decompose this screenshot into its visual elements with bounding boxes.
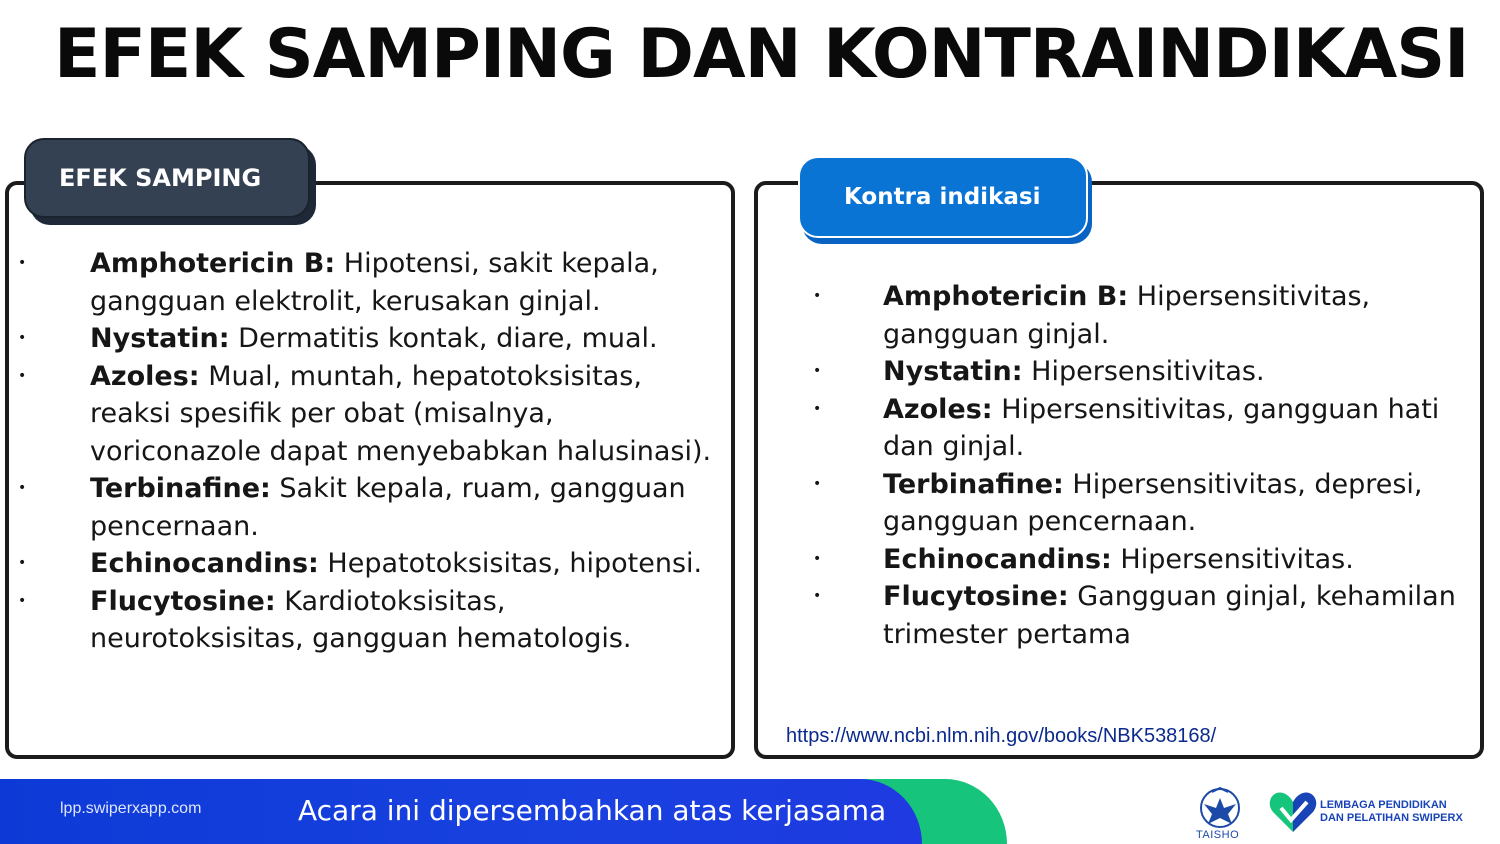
item-text: Hepatotoksisitas, hipotensi.: [318, 548, 703, 579]
list-item: [18, 583, 720, 658]
drug-name: Amphotericin B:: [883, 281, 1129, 312]
contraindications-tag: Kontra indikasi: [798, 156, 1088, 238]
item-text: Hipersensitivitas.: [1111, 543, 1354, 575]
lpp-line-2: DAN PELATIHAN SWIPERX: [1320, 812, 1463, 824]
list-item: [813, 353, 1468, 391]
drug-name: Flucytosine:: [90, 585, 276, 617]
bullet: •: [813, 588, 822, 604]
item-text: Kardiotoksisitas, neurotoksisitas, gangguan hematologis.: [90, 585, 632, 654]
item-text: Hipersensitivitas, gangguan hati dan ginjal.: [883, 393, 1440, 462]
lpp-heart-logo-icon: [1267, 790, 1319, 834]
list-item: [18, 320, 720, 358]
source-link[interactable]: https://www.ncbi.nlm.nih.gov/books/NBK538168/: [786, 725, 1217, 747]
list-item: [18, 545, 720, 583]
list-item: [18, 470, 720, 545]
bullet: •: [813, 550, 822, 567]
drug-name: Terbinafine:: [883, 468, 1064, 500]
contraindications-list: [813, 278, 1468, 653]
list-item: [813, 391, 1468, 466]
bullet: •: [18, 330, 27, 346]
drug-name: Flucytosine:: [883, 581, 1069, 612]
footer-sponsor-text: Acara ini dipersembahkan atas kerjasama: [298, 794, 887, 827]
drug-name: Echinocandins:: [90, 548, 319, 579]
bullet: •: [813, 288, 822, 304]
drug-name: Terbinafine:: [90, 473, 271, 504]
lpp-line-1: LEMBAGA PENDIDIKAN: [1320, 799, 1447, 811]
list-item: [18, 358, 720, 471]
lpp-logo-text: [1320, 799, 1463, 825]
drug-name: Nystatin:: [883, 356, 1023, 387]
item-text: Hipotensi, sakit kepala, gangguan elektrolit, kerusakan ginjal.: [90, 248, 659, 317]
item-text: Hipersensitivitas.: [1022, 356, 1265, 387]
bullet: •: [18, 367, 27, 384]
item-text: Hipersensitivitas, depresi, gangguan pencernaan.: [883, 468, 1423, 537]
item-text: Hipersensitivitas, gangguan ginjal.: [883, 281, 1371, 350]
list-item: [813, 578, 1468, 653]
drug-name: Echinocandins:: [883, 543, 1112, 575]
list-item: [813, 278, 1468, 353]
bullet: •: [18, 480, 27, 496]
side-effects-tag: EFEK SAMPING: [24, 138, 310, 218]
drug-name: Nystatin:: [90, 323, 230, 354]
drug-name: Azoles:: [883, 393, 993, 425]
item-text: Mual, muntah, hepatotoksisitas, reaksi spesifik per obat (misalnya, voriconazole dapat menyebabkan halusinasi).: [90, 360, 712, 467]
bullet: •: [18, 555, 27, 571]
bullet: •: [813, 400, 822, 417]
bullet: •: [18, 592, 27, 609]
bullet: •: [813, 363, 822, 379]
taisho-label: TAISHO: [1196, 829, 1240, 841]
list-item: [813, 541, 1468, 579]
side-effects-list: [18, 245, 720, 658]
drug-name: Amphotericin B:: [90, 248, 336, 279]
item-text: Dermatitis kontak, diare, mual.: [229, 323, 658, 354]
footer-url: lpp.swiperxapp.com: [60, 800, 202, 817]
item-text: Sakit kepala, ruam, gangguan pencernaan.: [90, 473, 686, 542]
list-item: [18, 245, 720, 320]
page-title: EFEK SAMPING DAN KONTRAINDIKASI: [54, 15, 1469, 94]
drug-name: Azoles:: [90, 360, 200, 392]
bullet: •: [18, 255, 27, 271]
bullet: •: [813, 475, 822, 492]
item-text: Gangguan ginjal, kehamilan trimester pertama: [883, 581, 1456, 650]
list-item: [813, 466, 1468, 541]
